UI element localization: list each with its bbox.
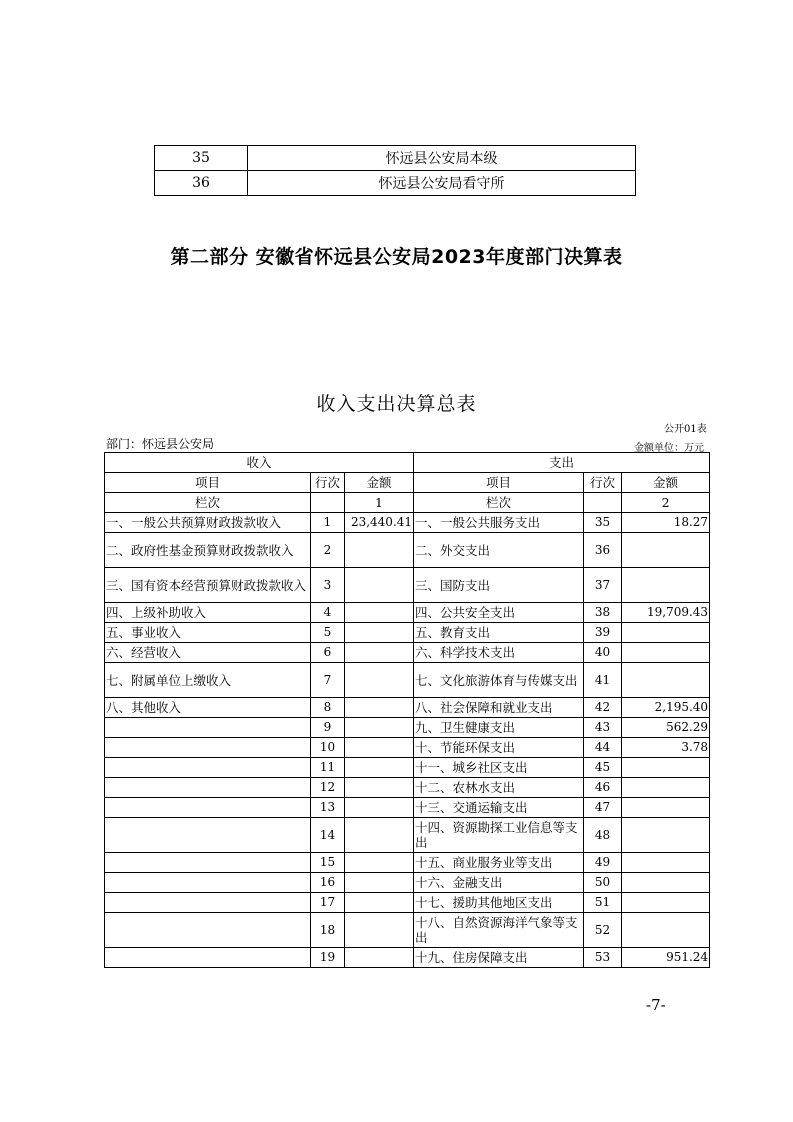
expense-row-no: 50 — [584, 873, 622, 893]
expense-row-no: 53 — [584, 948, 622, 968]
unit-number: 36 — [155, 171, 248, 196]
income-amount — [345, 818, 414, 853]
income-item — [105, 738, 311, 758]
income-amount — [345, 913, 414, 948]
page-number: -7- — [646, 996, 666, 1014]
expense-item: 五、教育支出 — [414, 623, 584, 643]
table-row — [105, 738, 710, 758]
income-item — [105, 913, 311, 948]
income-item-header: 项目 — [105, 473, 311, 493]
expense-item-header: 项目 — [414, 473, 584, 493]
table-row — [105, 533, 710, 568]
income-amount — [345, 663, 414, 698]
table-row — [105, 758, 710, 778]
income-amount — [345, 893, 414, 913]
table-row — [105, 913, 710, 948]
income-amount — [345, 623, 414, 643]
expense-item: 十八、自然资源海洋气象等支出 — [414, 913, 584, 948]
income-amount — [345, 738, 414, 758]
expense-amount — [622, 798, 710, 818]
expense-row-no: 47 — [584, 798, 622, 818]
income-item: 三、国有资本经营预算财政拨款收入 — [105, 568, 311, 603]
table-row — [105, 798, 710, 818]
income-amount — [345, 718, 414, 738]
expense-item: 九、卫生健康支出 — [414, 718, 584, 738]
part-title: 第二部分 安徽省怀远县公安局2023年度部门决算表 — [170, 246, 623, 268]
expense-item: 十九、住房保障支出 — [414, 948, 584, 968]
income-expense-table — [104, 452, 710, 968]
income-row-no: 4 — [311, 603, 345, 623]
income-row-no: 11 — [311, 758, 345, 778]
unit-row — [155, 171, 636, 196]
expense-amount — [622, 623, 710, 643]
income-amount: 23,440.41 — [345, 513, 414, 533]
department-label: 部门：怀远县公安局 — [106, 437, 215, 451]
income-row-no: 3 — [311, 568, 345, 603]
expense-row-no: 52 — [584, 913, 622, 948]
expense-item: 七、文化旅游体育与传媒支出 — [414, 663, 584, 698]
expense-amount: 951.24 — [622, 948, 710, 968]
income-row-no: 13 — [311, 798, 345, 818]
table-row — [105, 603, 710, 623]
table-row — [105, 663, 710, 698]
expense-item: 六、科学技术支出 — [414, 643, 584, 663]
expense-item: 十五、商业服务业等支出 — [414, 853, 584, 873]
expense-amount: 18.27 — [622, 513, 710, 533]
expense-header: 支出 — [414, 453, 710, 473]
income-amount — [345, 698, 414, 718]
table-row — [105, 818, 710, 853]
income-item — [105, 818, 311, 853]
income-row-no: 15 — [311, 853, 345, 873]
income-item: 四、上级补助收入 — [105, 603, 311, 623]
income-item: 六、经营收入 — [105, 643, 311, 663]
unit-name: 怀远县公安局看守所 — [248, 171, 636, 196]
table-row — [105, 853, 710, 873]
expense-item: 十一、城乡社区支出 — [414, 758, 584, 778]
expense-item: 三、国防支出 — [414, 568, 584, 603]
expense-amount — [622, 818, 710, 853]
expense-row-no: 37 — [584, 568, 622, 603]
table-row — [105, 643, 710, 663]
empty-cell — [584, 493, 622, 513]
expense-row-no: 41 — [584, 663, 622, 698]
expense-row-no: 48 — [584, 818, 622, 853]
expense-row-no-header: 行次 — [584, 473, 622, 493]
income-column-label: 栏次 — [105, 493, 311, 513]
expense-amount — [622, 913, 710, 948]
form-number: 公开01表 — [664, 424, 707, 435]
expense-item: 四、公共安全支出 — [414, 603, 584, 623]
expense-item: 十七、援助其他地区支出 — [414, 893, 584, 913]
income-row-no: 7 — [311, 663, 345, 698]
income-row-no: 5 — [311, 623, 345, 643]
income-row-no: 14 — [311, 818, 345, 853]
income-amount — [345, 873, 414, 893]
expense-row-no: 36 — [584, 533, 622, 568]
expense-row-no: 43 — [584, 718, 622, 738]
table-row — [105, 873, 710, 893]
income-column-number: 1 — [345, 493, 414, 513]
income-row-no: 17 — [311, 893, 345, 913]
expense-row-no: 35 — [584, 513, 622, 533]
income-amount — [345, 568, 414, 603]
expense-row-no: 42 — [584, 698, 622, 718]
income-amount — [345, 948, 414, 968]
income-amount — [345, 643, 414, 663]
income-row-no: 18 — [311, 913, 345, 948]
income-amount — [345, 798, 414, 818]
expense-row-no: 46 — [584, 778, 622, 798]
income-item — [105, 798, 311, 818]
expense-item: 八、社会保障和就业支出 — [414, 698, 584, 718]
income-amount — [345, 603, 414, 623]
income-item: 七、附属单位上缴收入 — [105, 663, 311, 698]
expense-item: 十、节能环保支出 — [414, 738, 584, 758]
income-row-no: 10 — [311, 738, 345, 758]
expense-amount — [622, 778, 710, 798]
expense-amount: 2,195.40 — [622, 698, 710, 718]
expense-amount-header: 金额 — [622, 473, 710, 493]
expense-item: 十三、交通运输支出 — [414, 798, 584, 818]
expense-column-label: 栏次 — [414, 493, 584, 513]
table-row — [105, 948, 710, 968]
empty-cell — [311, 493, 345, 513]
expense-amount: 562.29 — [622, 718, 710, 738]
income-item: 五、事业收入 — [105, 623, 311, 643]
income-row-no: 8 — [311, 698, 345, 718]
income-amount — [345, 758, 414, 778]
income-amount-header: 金额 — [345, 473, 414, 493]
income-row-no-header: 行次 — [311, 473, 345, 493]
income-row-no: 2 — [311, 533, 345, 568]
unit-name: 怀远县公安局本级 — [248, 146, 636, 171]
income-item: 二、政府性基金预算财政拨款收入 — [105, 533, 311, 568]
expense-amount: 3.78 — [622, 738, 710, 758]
expense-row-no: 51 — [584, 893, 622, 913]
table-row — [105, 623, 710, 643]
expense-amount — [622, 533, 710, 568]
income-amount — [345, 778, 414, 798]
income-item — [105, 893, 311, 913]
unit-row — [155, 146, 636, 171]
table-row — [105, 778, 710, 798]
income-item — [105, 853, 311, 873]
expense-item: 二、外交支出 — [414, 533, 584, 568]
expense-amount — [622, 873, 710, 893]
table-row — [105, 698, 710, 718]
income-amount — [345, 853, 414, 873]
expense-row-no: 49 — [584, 853, 622, 873]
expense-amount — [622, 568, 710, 603]
income-item — [105, 778, 311, 798]
income-item: 一、一般公共预算财政拨款收入 — [105, 513, 311, 533]
income-item: 八、其他收入 — [105, 698, 311, 718]
expense-column-number: 2 — [622, 493, 710, 513]
income-item — [105, 948, 311, 968]
income-row-no: 12 — [311, 778, 345, 798]
expense-row-no: 44 — [584, 738, 622, 758]
unit-number: 35 — [155, 146, 248, 171]
expense-amount — [622, 663, 710, 698]
income-item — [105, 758, 311, 778]
income-item — [105, 718, 311, 738]
expense-amount — [622, 643, 710, 663]
income-header: 收入 — [105, 453, 414, 473]
expense-row-no: 38 — [584, 603, 622, 623]
expense-item: 十六、金融支出 — [414, 873, 584, 893]
expense-amount — [622, 758, 710, 778]
amount-unit-label: 金额单位：万元 — [634, 443, 704, 454]
income-amount — [345, 533, 414, 568]
table-row — [105, 568, 710, 603]
table-row — [105, 893, 710, 913]
income-row-no: 16 — [311, 873, 345, 893]
income-row-no: 1 — [311, 513, 345, 533]
income-row-no: 6 — [311, 643, 345, 663]
expense-amount — [622, 893, 710, 913]
table-row — [105, 718, 710, 738]
income-row-no: 19 — [311, 948, 345, 968]
table-title: 收入支出决算总表 — [316, 393, 477, 415]
expense-row-no: 39 — [584, 623, 622, 643]
expense-row-no: 45 — [584, 758, 622, 778]
expense-item: 十二、农林水支出 — [414, 778, 584, 798]
unit-list-table — [154, 145, 636, 196]
expense-amount: 19,709.43 — [622, 603, 710, 623]
expense-item: 十四、资源勘探工业信息等支出 — [414, 818, 584, 853]
expense-amount — [622, 853, 710, 873]
expense-row-no: 40 — [584, 643, 622, 663]
income-item — [105, 873, 311, 893]
table-row — [105, 513, 710, 533]
expense-item: 一、一般公共服务支出 — [414, 513, 584, 533]
income-row-no: 9 — [311, 718, 345, 738]
